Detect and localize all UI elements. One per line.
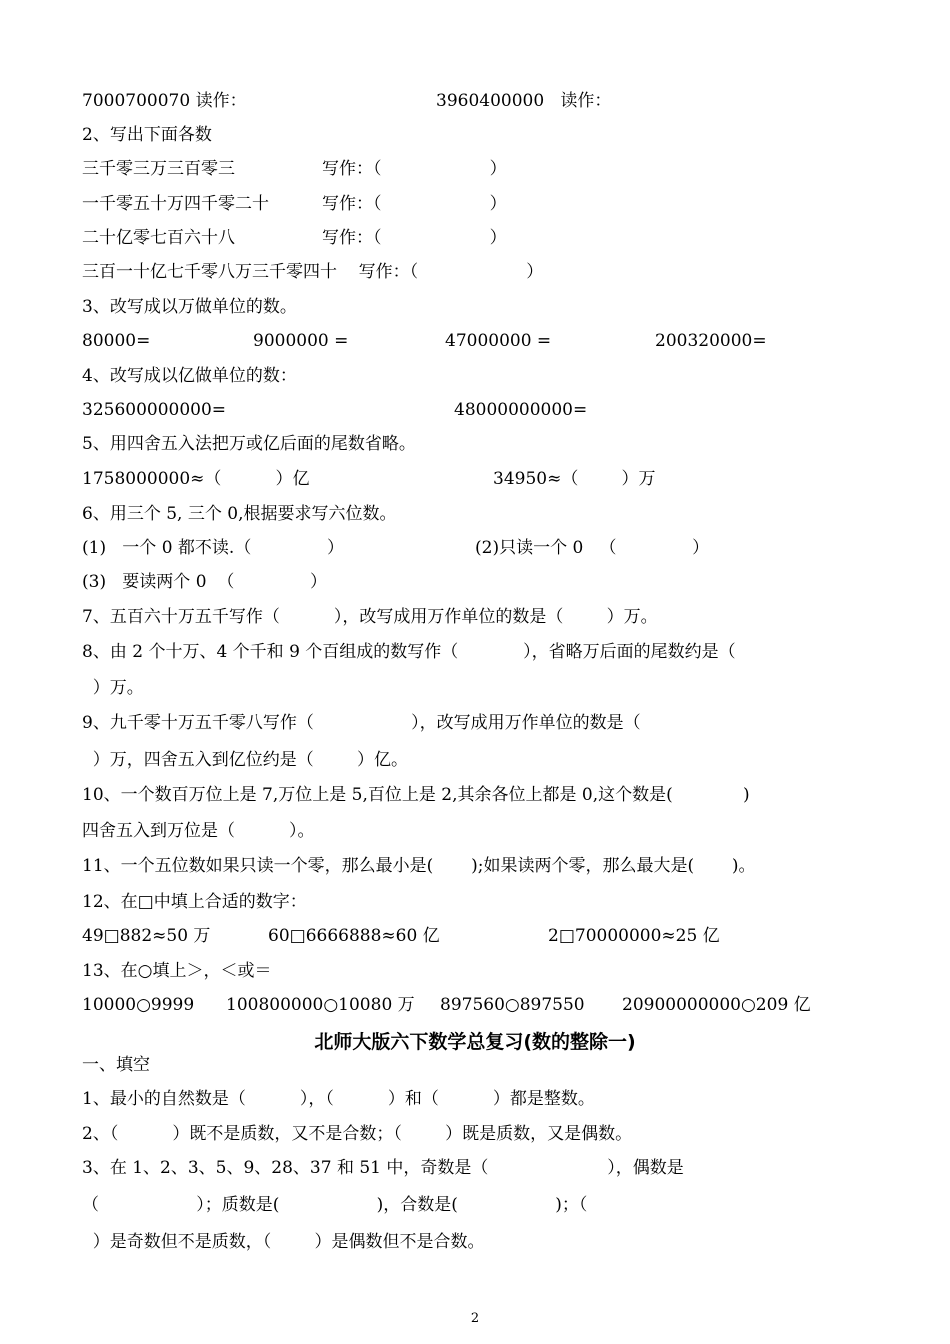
q8-cont: ）万。 xyxy=(82,678,144,698)
q9-cont: ）万，四舍五入到亿位约是（ ）亿。 xyxy=(82,750,409,770)
q12-heading: 12、在□中填上合适的数字： xyxy=(82,892,307,912)
q3-item-3: 47000000 = xyxy=(445,331,552,351)
q3-item-2: 9000000 = xyxy=(253,331,349,351)
q12-item-2: 60□6666888≈60 亿 xyxy=(268,926,440,946)
q11: 11、一个五位数如果只读一个零，那么最小是( );如果读两个零，那么最大是( )。 xyxy=(82,856,756,876)
q13-item-3: 897560○897550 xyxy=(440,995,585,1015)
fill-q1: 1、最小的自然数是（ ），（ ）和（ ）都是整数。 xyxy=(82,1089,595,1109)
section-title: 北师大版六下数学总复习(数的整除一) xyxy=(314,1031,636,1053)
q3-item-4: 200320000= xyxy=(655,331,767,351)
q13-item-2: 100800000○10080 万 xyxy=(226,995,415,1015)
q12-item-3: 2□70000000≈25 亿 xyxy=(548,926,720,946)
q8: 8、由 2 个十万、4 个千和 9 个百组成的数写作（ ），省略万后面的尾数约是（ xyxy=(82,642,736,662)
q4-heading: 4、改写成以亿做单位的数： xyxy=(82,366,297,386)
q2-item-2: 一千零五十万四千零二十 xyxy=(82,194,269,214)
q5-item-1: 1758000000≈（ ）亿 xyxy=(82,469,310,489)
q4-item-2: 48000000000= xyxy=(454,400,588,420)
page-number: 2 xyxy=(470,1311,480,1326)
q1-read-1: 7000700070 读作： xyxy=(82,91,247,111)
q13-item-1: 10000○9999 xyxy=(82,995,195,1015)
q6-heading: 6、用三个 5, 三个 0,根据要求写六位数。 xyxy=(82,504,397,524)
fill-q3-cont-2: ）是奇数但不是质数，（ ）是偶数但不是合数。 xyxy=(82,1232,485,1252)
q1-read-2: 3960400000 读作： xyxy=(436,91,612,111)
q3-heading: 3、改写成以万做单位的数。 xyxy=(82,297,297,317)
q13-heading: 13、在○填上＞，＜或＝ xyxy=(82,961,272,981)
q2-item-4: 三百一十亿七千零八万三千零四十 写作：（ ） xyxy=(82,262,544,282)
q2-item-1: 三千零三万三百零三 xyxy=(82,159,235,179)
q2-heading: 2、写出下面各数 xyxy=(82,125,212,145)
q10: 10、一个数百万位上是 7,万位上是 5,百位上是 2,其余各位上都是 0,这个数是( ) xyxy=(82,785,750,805)
fill-q2: 2、（ ）既不是质数，又不是合数；（ ）既是质数，又是偶数。 xyxy=(82,1124,633,1144)
q3-item-1: 80000= xyxy=(82,331,151,351)
fill-blank-heading: 一、填空 xyxy=(82,1055,150,1075)
q5-item-2: 34950≈（ ）万 xyxy=(493,469,656,489)
q10-cont: 四舍五入到万位是（ ）。 xyxy=(82,821,315,841)
fill-q3: 3、在 1、2、3、5、9、28、37 和 51 中，奇数是（ ），偶数是 xyxy=(82,1158,684,1178)
q2-answer-2: 写作：（ ） xyxy=(322,194,507,214)
q2-answer-3: 写作：（ ） xyxy=(322,228,507,248)
q6-item-2: (2)只读一个 0 （ ） xyxy=(475,538,710,558)
q9: 9、九千零十万五千零八写作（ ），改写成用万作单位的数是（ xyxy=(82,713,641,733)
q6-item-3: (3) 要读两个 0 （ ） xyxy=(82,572,327,592)
q4-item-1: 325600000000= xyxy=(82,400,227,420)
q5-heading: 5、用四舍五入法把万或亿后面的尾数省略。 xyxy=(82,434,416,454)
q2-answer-1: 写作：（ ） xyxy=(322,159,507,179)
q2-item-3: 二十亿零七百六十八 xyxy=(82,228,235,248)
q13-item-4: 20900000000○209 亿 xyxy=(622,995,811,1015)
fill-q3-cont-1: （ ）；质数是( )，合数是( )；（ xyxy=(82,1195,588,1215)
q12-item-1: 49□882≈50 万 xyxy=(82,926,211,946)
q6-item-1: (1) 一个 0 都不读.（ ） xyxy=(82,538,344,558)
q7: 7、五百六十万五千写作（ ），改写成用万作单位的数是（ ）万。 xyxy=(82,607,658,627)
